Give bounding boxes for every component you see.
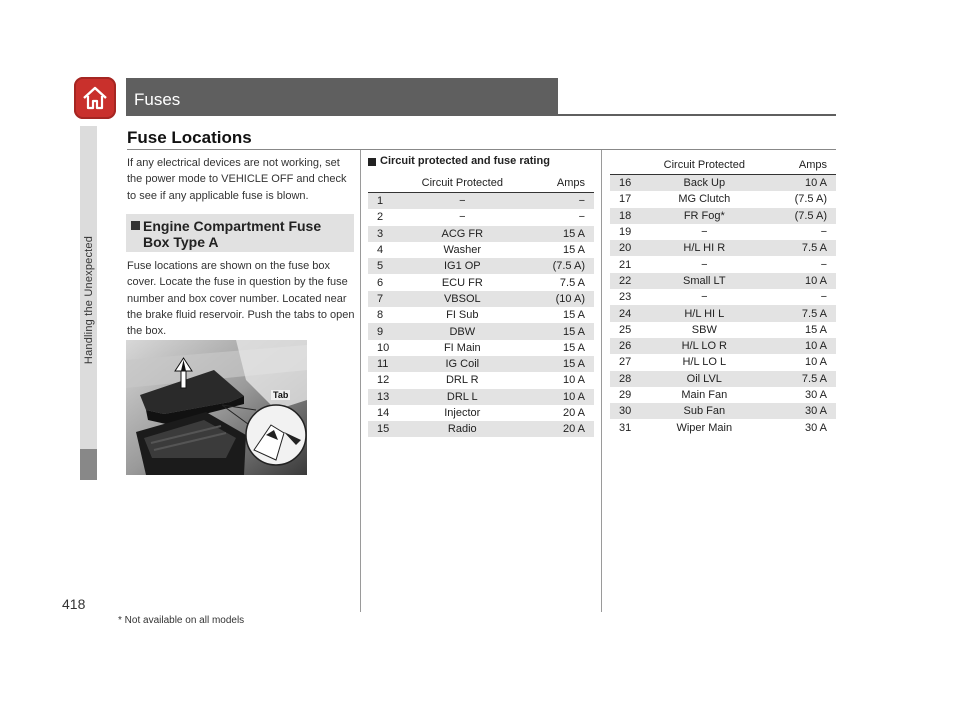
fuse-rating: 7.5 A — [769, 240, 836, 256]
table-row — [368, 226, 594, 242]
section-rule — [127, 149, 836, 150]
fuse-number: 26 — [610, 338, 639, 354]
circuit-name: − — [459, 211, 466, 224]
fuse-number: 2 — [377, 211, 384, 224]
fuse-rating: 10 A — [769, 273, 836, 289]
circuit-name: − — [397, 193, 527, 210]
table-row — [368, 274, 594, 290]
fuse-number: 12 — [377, 374, 390, 387]
table-title-bullet-icon — [368, 158, 376, 166]
circuit-name: FI Sub — [446, 309, 479, 322]
home-button[interactable] — [74, 77, 116, 119]
table-row — [368, 421, 594, 437]
circuit-name: IG1 OP — [397, 258, 527, 274]
circuit-name: Washer — [443, 244, 482, 257]
footnote: * Not available on all models — [118, 615, 245, 626]
fuse-rating: − — [820, 291, 827, 304]
fuse-rating: 15 A — [562, 244, 585, 257]
table-row — [610, 371, 836, 387]
table-row — [368, 405, 594, 421]
table-row — [368, 307, 594, 323]
circuit-name: Back Up — [639, 175, 769, 192]
fuse-rating: − — [820, 258, 827, 271]
table-row — [610, 175, 836, 192]
fuse-number: 22 — [610, 273, 639, 289]
circuit-name: ECU FR — [441, 276, 483, 289]
fuse-number: 15 — [368, 421, 397, 437]
header-amps: Amps — [769, 156, 836, 175]
circuit-name: SBW — [691, 323, 717, 336]
table-row — [610, 305, 836, 321]
fuse-number: 29 — [619, 389, 632, 401]
table-row — [368, 389, 594, 405]
table-header-row — [368, 174, 594, 193]
fuse-rating: 15 A — [562, 341, 585, 354]
fuse-number: 11 — [368, 356, 397, 372]
table-row — [610, 403, 836, 419]
circuit-name: FR Fog* — [639, 208, 769, 224]
fuse-number: 24 — [610, 305, 639, 321]
header-number — [368, 174, 397, 193]
fuse-rating: 15 A — [527, 323, 594, 339]
fuse-number: 1 — [368, 193, 397, 210]
circuit-name: Oil LVL — [639, 371, 769, 387]
fuse-number: 13 — [368, 389, 397, 405]
table-row — [368, 242, 594, 258]
fuse-number: 9 — [368, 323, 397, 339]
table-title: Circuit protected and fuse rating — [380, 155, 550, 167]
fuse-rating: (7.5 A) — [794, 193, 827, 206]
table-row — [368, 323, 594, 339]
circuit-name: DBW — [397, 323, 527, 339]
fuse-rating: − — [820, 226, 827, 239]
fuse-rating: 15 A — [804, 323, 827, 336]
fuse-rating: 7.5 A — [559, 276, 585, 289]
fuse-rating: 7.5 A — [769, 371, 836, 387]
table-row — [368, 291, 594, 307]
fuse-rating: 10 A — [562, 374, 585, 387]
table-header-row — [610, 156, 836, 175]
section-title: Fuse Locations — [127, 128, 252, 147]
fuse-number: 6 — [377, 276, 384, 289]
table-row — [368, 372, 594, 388]
page-number: 418 — [62, 596, 86, 612]
header-rule — [126, 114, 836, 116]
circuit-name: H/L HI R — [639, 240, 769, 256]
fuse-rating: (10 A) — [527, 291, 594, 307]
fuse-rating: 20 A — [562, 407, 585, 419]
fuse-rating: 15 A — [527, 226, 594, 242]
circuit-name: Injector — [444, 407, 481, 419]
table-row — [368, 340, 594, 356]
page-title: Fuses — [134, 90, 181, 109]
circuit-name: ACG FR — [397, 226, 527, 242]
column-divider — [360, 150, 361, 612]
fuse-number: 7 — [368, 291, 397, 307]
side-tab-label[interactable]: Handling the Unexpected — [83, 235, 95, 365]
circuit-name: DRL L — [397, 389, 527, 405]
fuse-rating: − — [527, 193, 594, 210]
table-row — [610, 208, 836, 224]
fuse-number: 21 — [619, 258, 632, 271]
table-row — [368, 209, 594, 225]
fuse-number: 4 — [377, 244, 384, 257]
table-row — [610, 273, 836, 289]
location-paragraph: Fuse locations are shown on the fuse box cover. Locate the fuse in question by the fuse number and box cover number. Located near the brake fluid reservoir. Push the tabs to open the box. — [127, 260, 355, 338]
circuit-name: IG Coil — [397, 356, 527, 372]
fuse-rating: 10 A — [769, 338, 836, 354]
header-circuit: Circuit Protected — [639, 156, 769, 175]
circuit-name: H/L LO L — [682, 356, 727, 369]
fuse-number: 10 — [377, 341, 390, 354]
circuit-name: Radio — [397, 421, 527, 437]
circuit-name: DRL R — [445, 374, 479, 387]
fuse-rating: 15 A — [562, 309, 585, 322]
header-circuit: Circuit Protected — [397, 174, 527, 193]
fuse-rating: (7.5 A) — [769, 208, 836, 224]
table-row — [368, 258, 594, 274]
subheading-line-2: Box Type A — [143, 234, 219, 250]
side-tab-marker — [80, 449, 97, 480]
fuse-rating: 10 A — [804, 356, 827, 369]
fuse-number: 25 — [619, 323, 632, 336]
fuse-rating: − — [578, 211, 585, 224]
tab-callout-label: Tab — [273, 390, 289, 400]
fuse-rating: 30 A — [769, 403, 836, 419]
fuse-rating: 30 A — [804, 421, 827, 434]
column-divider — [601, 150, 602, 612]
intro-paragraph: If any electrical devices are not working, set the power mode to VEHICLE OFF and check to see if any applicable fuse is blown. — [127, 157, 347, 202]
fuse-rating: 7.5 A — [769, 305, 836, 321]
fuse-number: 18 — [610, 208, 639, 224]
fuse-rating: 20 A — [527, 421, 594, 437]
table-row — [368, 193, 594, 210]
circuit-name: − — [701, 226, 708, 239]
table-row — [368, 356, 594, 372]
circuit-name: Sub Fan — [639, 403, 769, 419]
fuse-number: 17 — [619, 193, 632, 206]
circuit-name: − — [701, 291, 708, 304]
header-bar — [126, 78, 558, 114]
fuse-number: 28 — [610, 371, 639, 387]
fuse-rating: 10 A — [527, 389, 594, 405]
fuse-number: 8 — [377, 309, 384, 322]
fuse-number: 5 — [368, 258, 397, 274]
table-row — [610, 387, 836, 403]
subheading-line-1: Engine Compartment Fuse — [143, 218, 322, 234]
table-row — [610, 338, 836, 354]
fuse-table-left — [368, 174, 594, 437]
circuit-name: − — [701, 258, 708, 271]
table-row — [610, 322, 836, 338]
fuse-number: 14 — [377, 407, 390, 419]
table-row — [610, 354, 836, 370]
circuit-name: H/L LO R — [639, 338, 769, 354]
table-row — [610, 240, 836, 256]
subheading — [143, 218, 348, 250]
fuse-rating: 15 A — [527, 356, 594, 372]
circuit-name: Wiper Main — [676, 421, 733, 434]
fuse-number: 31 — [619, 421, 632, 434]
table-row — [610, 256, 836, 272]
fuse-number: 16 — [610, 175, 639, 192]
fuse-box-photo — [126, 340, 307, 475]
table-row — [610, 224, 836, 240]
fuse-number: 19 — [619, 226, 632, 239]
table-row — [610, 289, 836, 305]
fuse-number: 3 — [368, 226, 397, 242]
header-amps: Amps — [527, 174, 594, 193]
fuse-number: 27 — [619, 356, 632, 369]
circuit-name: Small LT — [639, 273, 769, 289]
circuit-name: H/L HI L — [639, 305, 769, 321]
circuit-name: VBSOL — [397, 291, 527, 307]
header-number — [610, 156, 639, 175]
fuse-rating: (7.5 A) — [527, 258, 594, 274]
fuse-table-right — [610, 156, 836, 436]
fuse-rating: 30 A — [804, 389, 827, 401]
subheading-bullet-icon — [131, 221, 140, 230]
home-icon — [80, 83, 110, 113]
table-row — [610, 419, 836, 435]
fuse-number: 30 — [610, 403, 639, 419]
fuse-rating: 10 A — [769, 175, 836, 192]
table-row — [610, 191, 836, 207]
fuse-number: 23 — [619, 291, 632, 304]
circuit-name: Main Fan — [681, 389, 728, 401]
circuit-name: MG Clutch — [678, 193, 731, 206]
circuit-name: FI Main — [443, 341, 481, 354]
fuse-number: 20 — [610, 240, 639, 256]
